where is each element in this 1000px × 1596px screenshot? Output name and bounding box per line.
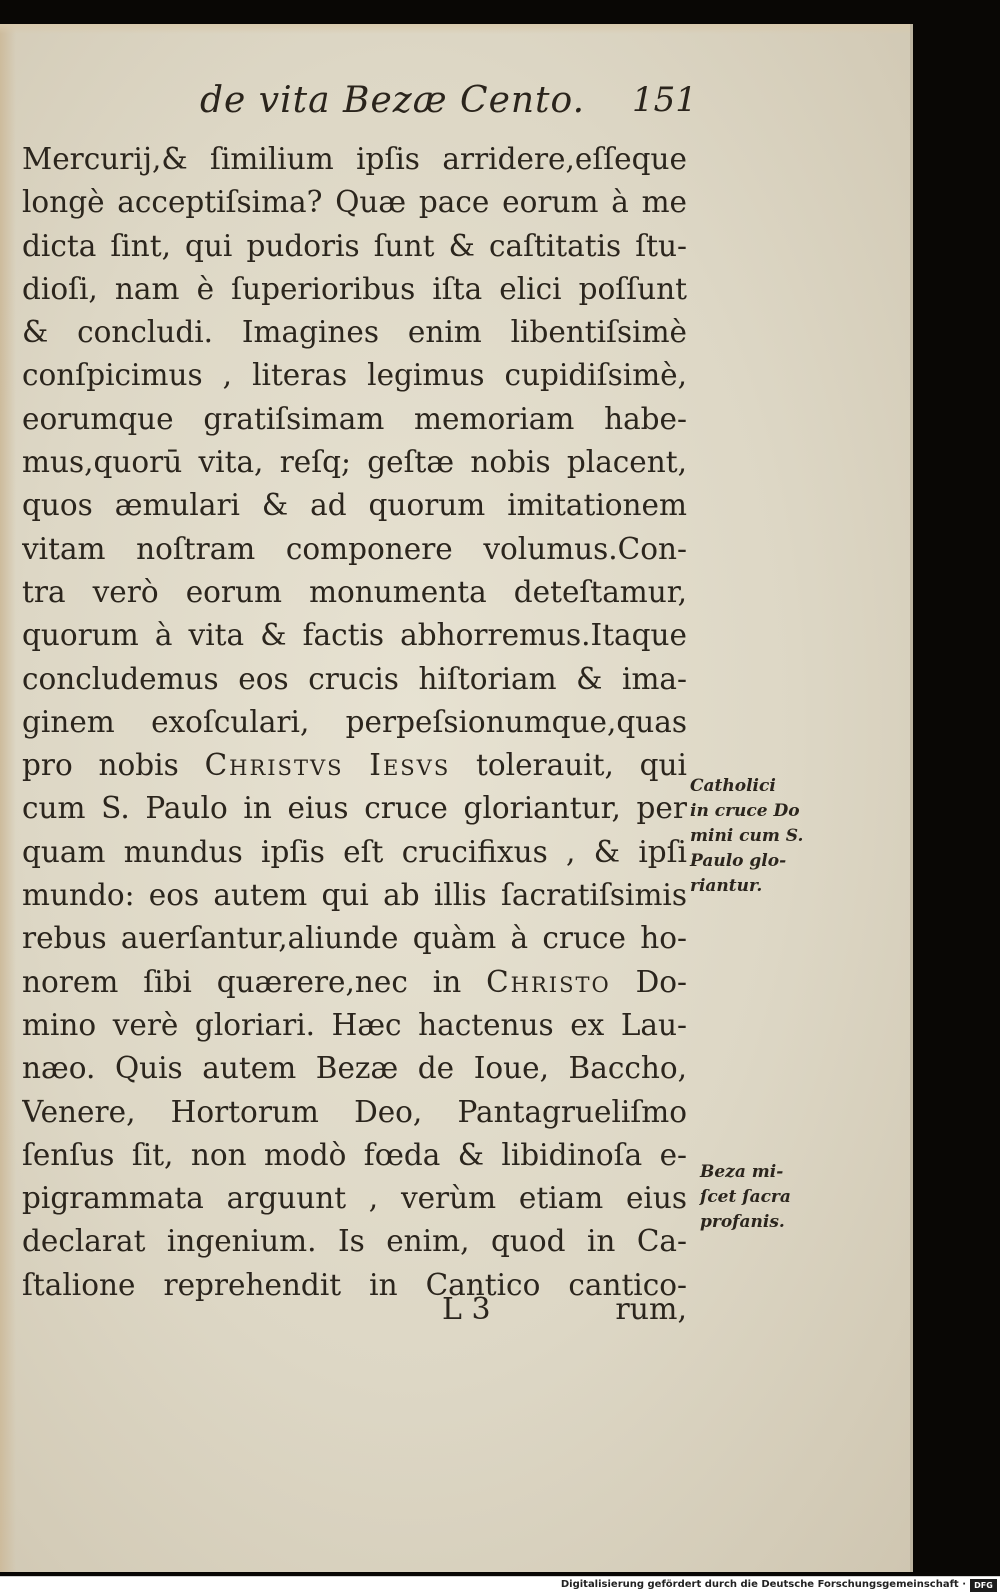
text-segment: Venere, Hortorum Deo, Pantagrueliſmo (22, 1094, 687, 1129)
text-segment: tolerauit, qui (450, 748, 687, 783)
text-line (22, 787, 687, 830)
text-segment: dioſi, nam è ſuperioribus iſta elici poſſunt (22, 271, 687, 306)
marginal-note-line: mini cum S. (690, 826, 804, 846)
text-segment: tra verò eorum monumenta deteſtamur, (22, 574, 687, 609)
text-line (22, 917, 687, 960)
text-line (22, 1220, 687, 1263)
small-caps-name: Christvs (204, 748, 344, 783)
marginal-note-line: riantur. (690, 876, 763, 896)
text-segment: & concludi. Imagines enim libentiſsimè (22, 315, 687, 350)
marginal-note-line: Paulo glo- (690, 851, 787, 871)
text-segment: quam mundus ipſis eſt crucifixus , & ipſi (22, 834, 687, 869)
text-line (22, 138, 687, 181)
credit-bar (0, 1576, 1000, 1596)
text-line (22, 354, 687, 397)
text-line (22, 1091, 687, 1134)
marginal-note-line: profanis. (700, 1212, 785, 1232)
text-line (22, 441, 687, 484)
text-line (22, 1004, 687, 1047)
text-line (22, 701, 687, 744)
text-line (22, 744, 687, 787)
catchword: rum, (615, 1292, 687, 1327)
small-caps-name: Iesvs (369, 748, 451, 783)
marginal-note-line: in cruce Do (690, 801, 800, 821)
text-line (22, 831, 687, 874)
text-segment: mus,quorū vita, reſq; geſtæ nobis placent, (22, 445, 687, 480)
main-text-block (22, 138, 687, 1307)
page-number: 151 (632, 80, 697, 120)
text-segment: Do- (610, 964, 687, 999)
text-segment: dicta ſint, qui pudoris ſunt & caſtitatis ſtu- (22, 228, 687, 263)
text-segment: concludemus eos crucis hiſtoriam & ima- (22, 661, 687, 696)
text-segment: næo. Quis autem Bezæ de Ioue, Baccho, (22, 1051, 687, 1086)
running-title: de vita Bezæ Cento. (200, 80, 586, 121)
text-segment: Mercurij,& ſimilium ipſis arridere,eſſeque (22, 142, 687, 176)
text-segment: quorum à vita & factis abhorremus.Itaque (22, 618, 687, 653)
text-segment: pro nobis (22, 748, 205, 783)
text-line (22, 1177, 687, 1220)
text-line (22, 1134, 687, 1177)
text-segment: declarat ingenium. Is enim, quod in Ca- (22, 1224, 687, 1259)
text-segment: cum S. Paulo in eius cruce gloriantur, per (22, 791, 687, 826)
text-segment: conſpicimus , literas legimus cupidiſsimè, (22, 358, 687, 393)
marginal-note-beza (700, 1160, 848, 1235)
page-left-edge-stain (0, 24, 16, 1572)
marginal-note-line: ſcet ſacra (700, 1187, 791, 1207)
text-line (22, 658, 687, 701)
text-segment: ginem exoſculari, perpeſsionumque,quas (22, 704, 687, 739)
text-line (22, 961, 687, 1004)
text-line (22, 614, 687, 657)
marginal-note-catholici (690, 774, 838, 899)
text-line (22, 571, 687, 614)
text-line (22, 181, 687, 224)
text-segment: mino verè gloriari. Hæc hactenus ex Lau- (22, 1007, 687, 1042)
page-top-edge-stain (0, 24, 910, 34)
text-segment: eorumque gratiſsimam memoriam habe- (22, 401, 687, 436)
text-segment: mundo: eos autem qui ab illis ſacratiſsimis (22, 878, 687, 913)
text-line (22, 398, 687, 441)
marginal-note-line: Catholici (690, 776, 776, 796)
page-footer (22, 1292, 687, 1336)
text-segment: vitam noſtram componere volumus.Con- (22, 531, 687, 566)
text-segment: ſenſus ſit, non modò fœda & libidinoſa e- (22, 1137, 687, 1172)
text-segment: norem ſibi quærere,nec in (22, 964, 487, 999)
signature-mark: L 3 (442, 1292, 491, 1327)
credit-text: Digitalisierung gefördert durch die Deutsche Forschungsgemeinschaft · (560, 1579, 966, 1590)
text-segment: pigrammata arguunt , verùm etiam eius (22, 1181, 687, 1216)
text-line (22, 225, 687, 268)
text-segment: quos æmulari & ad quorum imitationem (22, 488, 687, 523)
text-line (22, 874, 687, 917)
marginal-note-line: Beza mi- (700, 1162, 784, 1182)
small-caps-name: Christo (486, 964, 611, 999)
text-line (22, 528, 687, 571)
text-line (22, 268, 687, 311)
text-line (22, 311, 687, 354)
text-line (22, 1047, 687, 1090)
text-segment: longè acceptiſsima? Quæ pace eorum à me (22, 185, 687, 220)
text-segment: rebus auerſantur,aliunde quàm à cruce ho- (22, 921, 687, 956)
dfg-logo-icon: DFG (970, 1579, 997, 1592)
text-segment (344, 748, 370, 782)
text-line (22, 484, 687, 527)
text-segment: ſtalione reprehendit in Cantico cantico- (22, 1267, 687, 1302)
